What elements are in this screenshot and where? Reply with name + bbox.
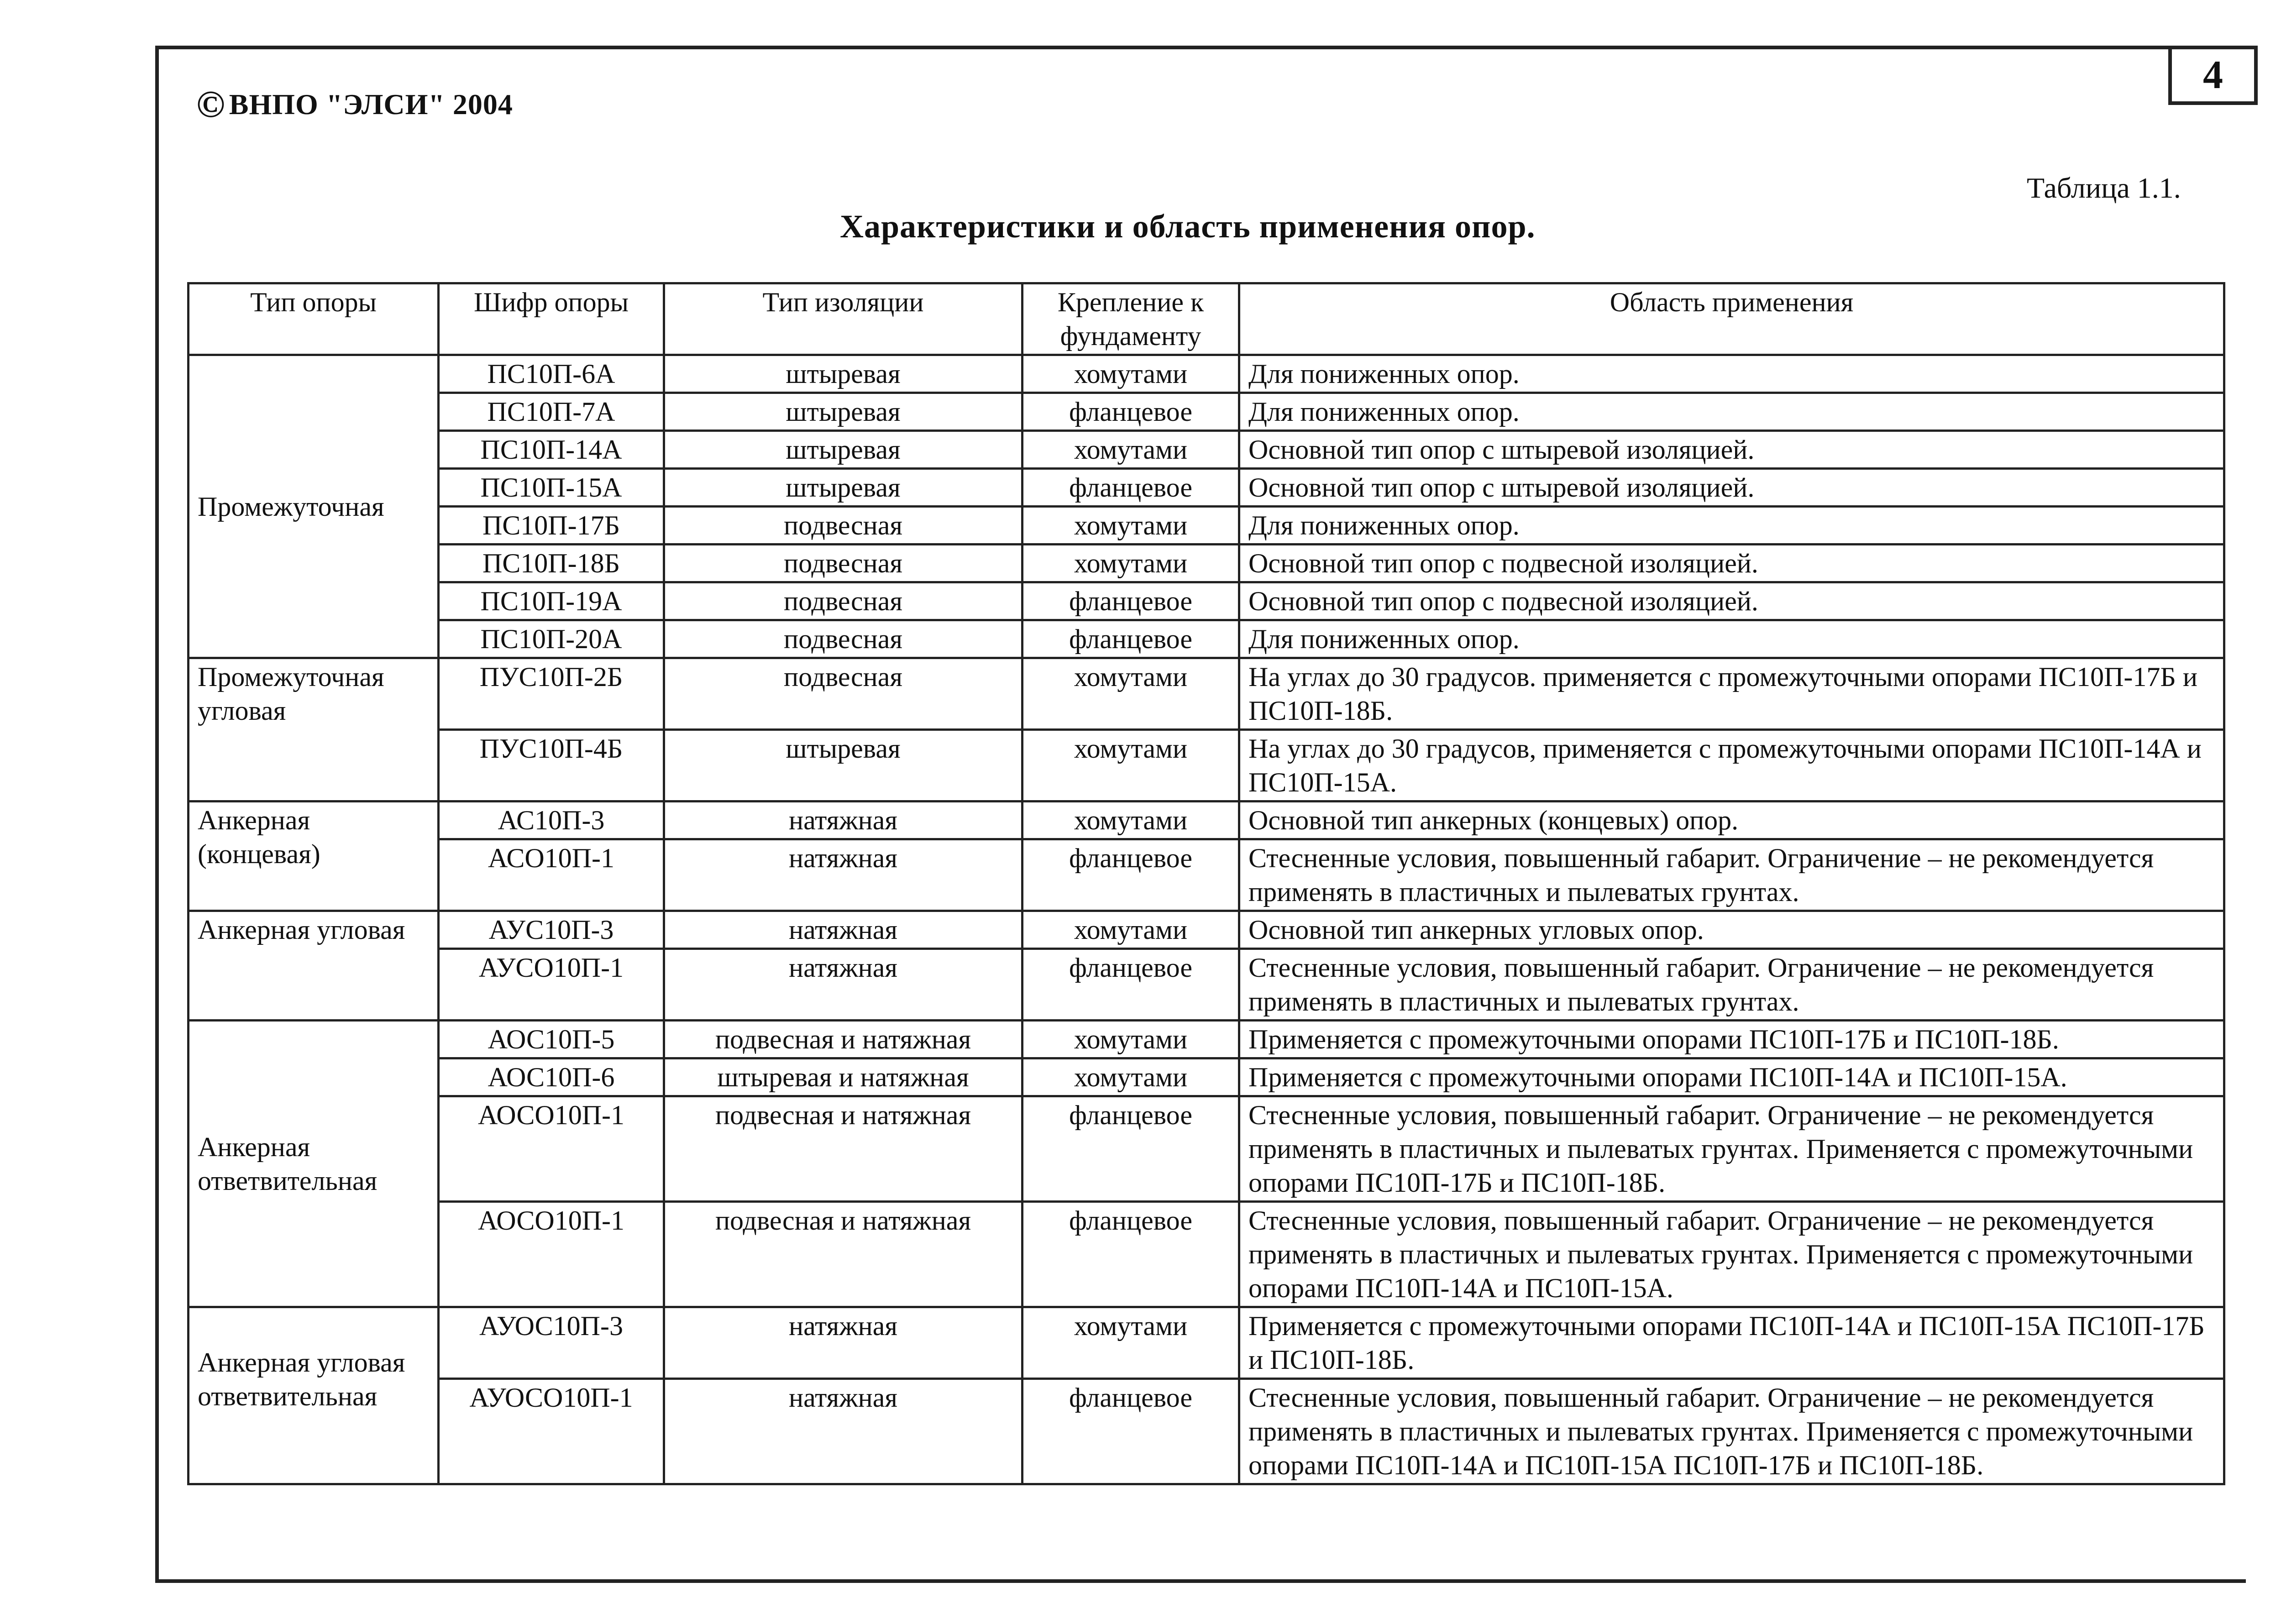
mount-cell: хомутами bbox=[1023, 658, 1239, 730]
mount-cell: хомутами bbox=[1023, 730, 1239, 802]
insulation-cell: натяжная bbox=[664, 949, 1023, 1021]
specs-table bbox=[187, 282, 2225, 1485]
insulation-cell: подвесная bbox=[664, 620, 1023, 658]
mount-cell: фланцевое bbox=[1023, 582, 1239, 620]
mount-cell: фланцевое bbox=[1023, 393, 1239, 431]
usage-cell: Основной тип опор с штыревой изоляцией. bbox=[1239, 431, 2224, 469]
mount-cell: хомутами bbox=[1023, 545, 1239, 582]
mount-cell: хомутами bbox=[1023, 355, 1239, 393]
support-code-cell: ПС10П-19А bbox=[439, 582, 664, 620]
usage-cell: Основной тип анкерных (концевых) опор. bbox=[1239, 802, 2224, 839]
table-row bbox=[189, 1096, 2224, 1202]
usage-cell: Для пониженных опор. bbox=[1239, 355, 2224, 393]
table-row bbox=[189, 839, 2224, 911]
table-row bbox=[189, 802, 2224, 839]
table-row bbox=[189, 393, 2224, 431]
column-header: Шифр опоры bbox=[439, 283, 664, 355]
table-row bbox=[189, 949, 2224, 1021]
table-row bbox=[189, 730, 2224, 802]
insulation-cell: подвесная bbox=[664, 582, 1023, 620]
page-number: 4 bbox=[2168, 46, 2258, 105]
support-code-cell: АСО10П-1 bbox=[439, 839, 664, 911]
table-row bbox=[189, 507, 2224, 545]
usage-cell: Основной тип анкерных угловых опор. bbox=[1239, 911, 2224, 949]
mount-cell: хомутами bbox=[1023, 507, 1239, 545]
support-code-cell: АУОС10П-3 bbox=[439, 1307, 664, 1379]
support-type-cell: Анкерная ответвительная bbox=[189, 1021, 439, 1307]
usage-cell: Стесненные условия, повышенный габарит. Ограничение – не рекомендуется применять в пластичных и пылеватых грунтах. Применяется с промежуточными опорами ПС10П-17Б и ПС10П-18Б. bbox=[1239, 1096, 2224, 1202]
mount-cell: фланцевое bbox=[1023, 839, 1239, 911]
table-row bbox=[189, 582, 2224, 620]
insulation-cell: подвесная bbox=[664, 545, 1023, 582]
insulation-cell: натяжная bbox=[664, 911, 1023, 949]
usage-cell: Применяется с промежуточными опорами ПС10П-17Б и ПС10П-18Б. bbox=[1239, 1021, 2224, 1058]
table-row bbox=[189, 1307, 2224, 1379]
mount-cell: хомутами bbox=[1023, 1307, 1239, 1379]
insulation-cell: штыревая bbox=[664, 393, 1023, 431]
table-row bbox=[189, 620, 2224, 658]
mount-cell: фланцевое bbox=[1023, 620, 1239, 658]
column-header: Область применения bbox=[1239, 283, 2224, 355]
table-row bbox=[189, 1202, 2224, 1307]
mount-cell: фланцевое bbox=[1023, 1096, 1239, 1202]
insulation-cell: подвесная и натяжная bbox=[664, 1202, 1023, 1307]
mount-cell: фланцевое bbox=[1023, 469, 1239, 507]
table-row bbox=[189, 658, 2224, 730]
support-type-cell: Анкерная (концевая) bbox=[189, 802, 439, 911]
header-row bbox=[189, 283, 2224, 355]
insulation-cell: штыревая bbox=[664, 730, 1023, 802]
mount-cell: фланцевое bbox=[1023, 1379, 1239, 1484]
table-row bbox=[189, 355, 2224, 393]
usage-cell: Для пониженных опор. bbox=[1239, 393, 2224, 431]
support-type-cell: Анкерная угловая ответвительная bbox=[189, 1307, 439, 1484]
support-code-cell: ПС10П-15А bbox=[439, 469, 664, 507]
insulation-cell: подвесная и натяжная bbox=[664, 1021, 1023, 1058]
usage-cell: Для пониженных опор. bbox=[1239, 507, 2224, 545]
usage-cell: Для пониженных опор. bbox=[1239, 620, 2224, 658]
mount-cell: хомутами bbox=[1023, 1058, 1239, 1096]
support-type-cell: Промежуточная bbox=[189, 355, 439, 658]
mount-cell: хомутами bbox=[1023, 911, 1239, 949]
table-row bbox=[189, 545, 2224, 582]
usage-cell: Основной тип опор с подвесной изоляцией. bbox=[1239, 582, 2224, 620]
usage-cell: Применяется с промежуточными опорами ПС10П-14А и ПС10П-15А. bbox=[1239, 1058, 2224, 1096]
usage-cell: Основной тип опор с подвесной изоляцией. bbox=[1239, 545, 2224, 582]
table-number: Таблица 1.1. bbox=[2027, 172, 2181, 204]
usage-cell: Стесненные условия, повышенный габарит. Ограничение – не рекомендуется применять в пластичных и пылеватых грунтах. bbox=[1239, 839, 2224, 911]
mount-cell: фланцевое bbox=[1023, 949, 1239, 1021]
usage-cell: Применяется с промежуточными опорами ПС10П-14А и ПС10П-15А ПС10П-17Б и ПС10П-18Б. bbox=[1239, 1307, 2224, 1379]
support-code-cell: ПС10П-17Б bbox=[439, 507, 664, 545]
support-code-cell: ПС10П-18Б bbox=[439, 545, 664, 582]
support-code-cell: ПС10П-14А bbox=[439, 431, 664, 469]
mount-cell: хомутами bbox=[1023, 431, 1239, 469]
support-code-cell: АУС10П-3 bbox=[439, 911, 664, 949]
table-row bbox=[189, 1058, 2224, 1096]
insulation-cell: подвесная bbox=[664, 658, 1023, 730]
table-row bbox=[189, 469, 2224, 507]
support-code-cell: ПС10П-7А bbox=[439, 393, 664, 431]
table-title: Характеристики и область применения опор. bbox=[840, 208, 1536, 245]
column-header: Тип изоляции bbox=[664, 283, 1023, 355]
support-type-cell: Промежуточная угловая bbox=[189, 658, 439, 802]
support-code-cell: АОСО10П-1 bbox=[439, 1202, 664, 1307]
support-code-cell: АУОСО10П-1 bbox=[439, 1379, 664, 1484]
usage-cell: На углах до 30 градусов. применяется с промежуточными опорами ПС10П-17Б и ПС10П-18Б. bbox=[1239, 658, 2224, 730]
column-header: Тип опоры bbox=[189, 283, 439, 355]
usage-cell: На углах до 30 градусов, применяется с промежуточными опорами ПС10П-14А и ПС10П-15А. bbox=[1239, 730, 2224, 802]
insulation-cell: штыревая bbox=[664, 469, 1023, 507]
support-type-cell: Анкерная угловая bbox=[189, 911, 439, 1021]
usage-cell: Стесненные условия, повышенный габарит. Ограничение – не рекомендуется применять в пластичных и пылеватых грунтах. bbox=[1239, 949, 2224, 1021]
table-row bbox=[189, 431, 2224, 469]
insulation-cell: штыревая bbox=[664, 355, 1023, 393]
support-code-cell: ПС10П-6А bbox=[439, 355, 664, 393]
insulation-cell: натяжная bbox=[664, 1379, 1023, 1484]
copyright bbox=[196, 82, 513, 126]
mount-cell: фланцевое bbox=[1023, 1202, 1239, 1307]
table-row bbox=[189, 1021, 2224, 1058]
support-code-cell: АОС10П-6 bbox=[439, 1058, 664, 1096]
table-row bbox=[189, 911, 2224, 949]
copyright-text: ВНПО "ЭЛСИ" 2004 bbox=[229, 88, 513, 120]
usage-cell: Стесненные условия, повышенный габарит. Ограничение – не рекомендуется применять в пластичных и пылеватых грунтах. Применяется с промежуточными опорами ПС10П-14А и ПС10П-15А. bbox=[1239, 1202, 2224, 1307]
insulation-cell: подвесная bbox=[664, 507, 1023, 545]
support-code-cell: АОСО10П-1 bbox=[439, 1096, 664, 1202]
column-header: Крепление к фундаменту bbox=[1023, 283, 1239, 355]
insulation-cell: штыревая и натяжная bbox=[664, 1058, 1023, 1096]
mount-cell: хомутами bbox=[1023, 802, 1239, 839]
support-code-cell: АУСО10П-1 bbox=[439, 949, 664, 1021]
insulation-cell: натяжная bbox=[664, 802, 1023, 839]
table-row bbox=[189, 1379, 2224, 1484]
insulation-cell: подвесная и натяжная bbox=[664, 1096, 1023, 1202]
usage-cell: Стесненные условия, повышенный габарит. Ограничение – не рекомендуется применять в пластичных и пылеватых грунтах. Применяется с промежуточными опорами ПС10П-14А и ПС10П-15А ПС10П-17Б и ПС10П-18Б. bbox=[1239, 1379, 2224, 1484]
support-code-cell: АС10П-3 bbox=[439, 802, 664, 839]
mount-cell: хомутами bbox=[1023, 1021, 1239, 1058]
copyright-icon: © bbox=[196, 83, 225, 126]
insulation-cell: штыревая bbox=[664, 431, 1023, 469]
support-code-cell: АОС10П-5 bbox=[439, 1021, 664, 1058]
usage-cell: Основной тип опор с штыревой изоляцией. bbox=[1239, 469, 2224, 507]
support-code-cell: ПУС10П-2Б bbox=[439, 658, 664, 730]
support-code-cell: ПУС10П-4Б bbox=[439, 730, 664, 802]
insulation-cell: натяжная bbox=[664, 839, 1023, 911]
support-code-cell: ПС10П-20А bbox=[439, 620, 664, 658]
insulation-cell: натяжная bbox=[664, 1307, 1023, 1379]
